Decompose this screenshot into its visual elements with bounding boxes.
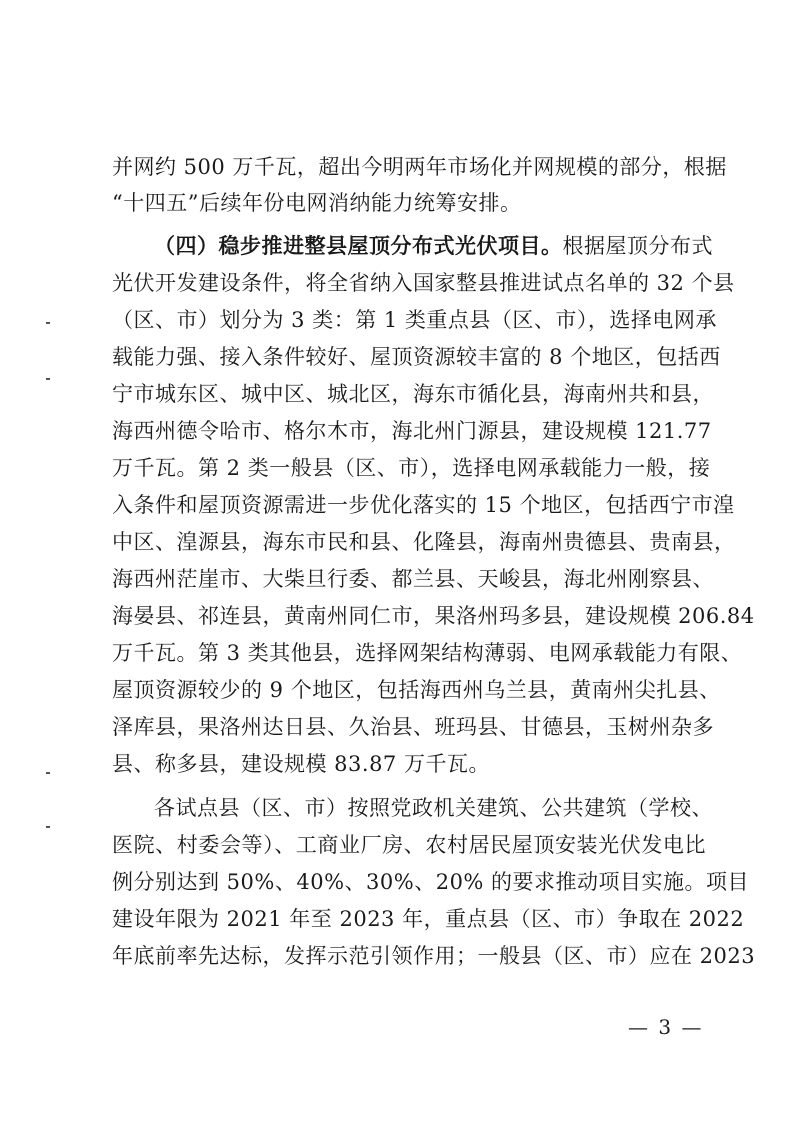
text-line: “十四五”后续年份电网消纳能力统筹安排。 xyxy=(112,191,522,215)
margin-mark xyxy=(46,826,50,828)
text-line: 万千瓦。第 2 类一般县（区、市），选择电网承载能力一般，接 xyxy=(112,456,711,480)
text-line: 例分别达到 50%、40%、30%、20% 的要求推动项目实施。项目 xyxy=(112,870,750,894)
text-line: 泽库县，果洛州达日县、久治县、班玛县、甘德县，玉树州杂多 xyxy=(112,715,714,739)
text-line: 并网约 500 万千瓦，超出今明两年市场化并网规模的部分，根据 xyxy=(112,155,727,179)
margin-mark xyxy=(46,772,50,774)
text-line: 建设年限为 2021 年至 2023 年，重点县（区、市）争取在 2022 xyxy=(112,907,745,931)
section-heading-continuation: 根据屋顶分布式 xyxy=(562,234,713,258)
text-line: 光伏开发建设条件，将全省纳入国家整县推进试点名单的 32 个县 xyxy=(112,271,735,295)
section-heading: （四）稳步推进整县屋顶分布式光伏项目。 xyxy=(154,234,563,258)
text-line: 宁市城东区、城中区、城北区，海东市循化县，海南州共和县， xyxy=(112,382,714,406)
text-line: 海晏县、祁连县，黄南州同仁市，果洛州玛多县，建设规模 206.84 xyxy=(112,604,755,628)
text-line: 海西州德令哈市、格尔木市，海北州门源县，建设规模 121.77 xyxy=(112,419,712,443)
paragraph-first-line xyxy=(112,791,713,825)
text-line: 载能力强、接入条件较好、屋顶资源较丰富的 8 个地区，包括西 xyxy=(112,345,721,369)
text-line: 万千瓦。第 3 类其他县，选择网架结构薄弱、电网承载能力有限、 xyxy=(112,641,743,665)
paragraph-text: 各试点县（区、市）按照党政机关建筑、公共建筑（学校、 xyxy=(154,796,713,820)
margin-mark xyxy=(46,378,50,380)
text-line: 海西州茫崖市、大柴旦行委、都兰县、天峻县，海北州刚察县、 xyxy=(112,567,714,591)
page-number: — 3 — xyxy=(628,1015,704,1039)
text-line: 中区、湟源县，海东市民和县、化隆县，海南州贵德县、贵南县， xyxy=(112,530,736,554)
text-line: 县、称多县，建设规模 83.87 万千瓦。 xyxy=(112,752,490,776)
section-heading-line xyxy=(112,229,713,263)
text-line: 入条件和屋顶资源需进一步优化落实的 15 个地区，包括西宁市湟 xyxy=(112,493,735,517)
text-line: 屋顶资源较少的 9 个地区，包括海西州乌兰县，黄南州尖扎县、 xyxy=(112,678,721,702)
text-line: 医院、村委会等）、工商业厂房、农村居民屋顶安装光伏发电比 xyxy=(112,833,706,857)
text-line: （区、市）划分为 3 类：第 1 类重点县（区、市），选择电网承 xyxy=(112,308,717,332)
margin-mark xyxy=(46,322,50,324)
text-line: 年底前率先达标，发挥示范引领作用；一般县（区、市）应在 2023 xyxy=(112,944,756,968)
